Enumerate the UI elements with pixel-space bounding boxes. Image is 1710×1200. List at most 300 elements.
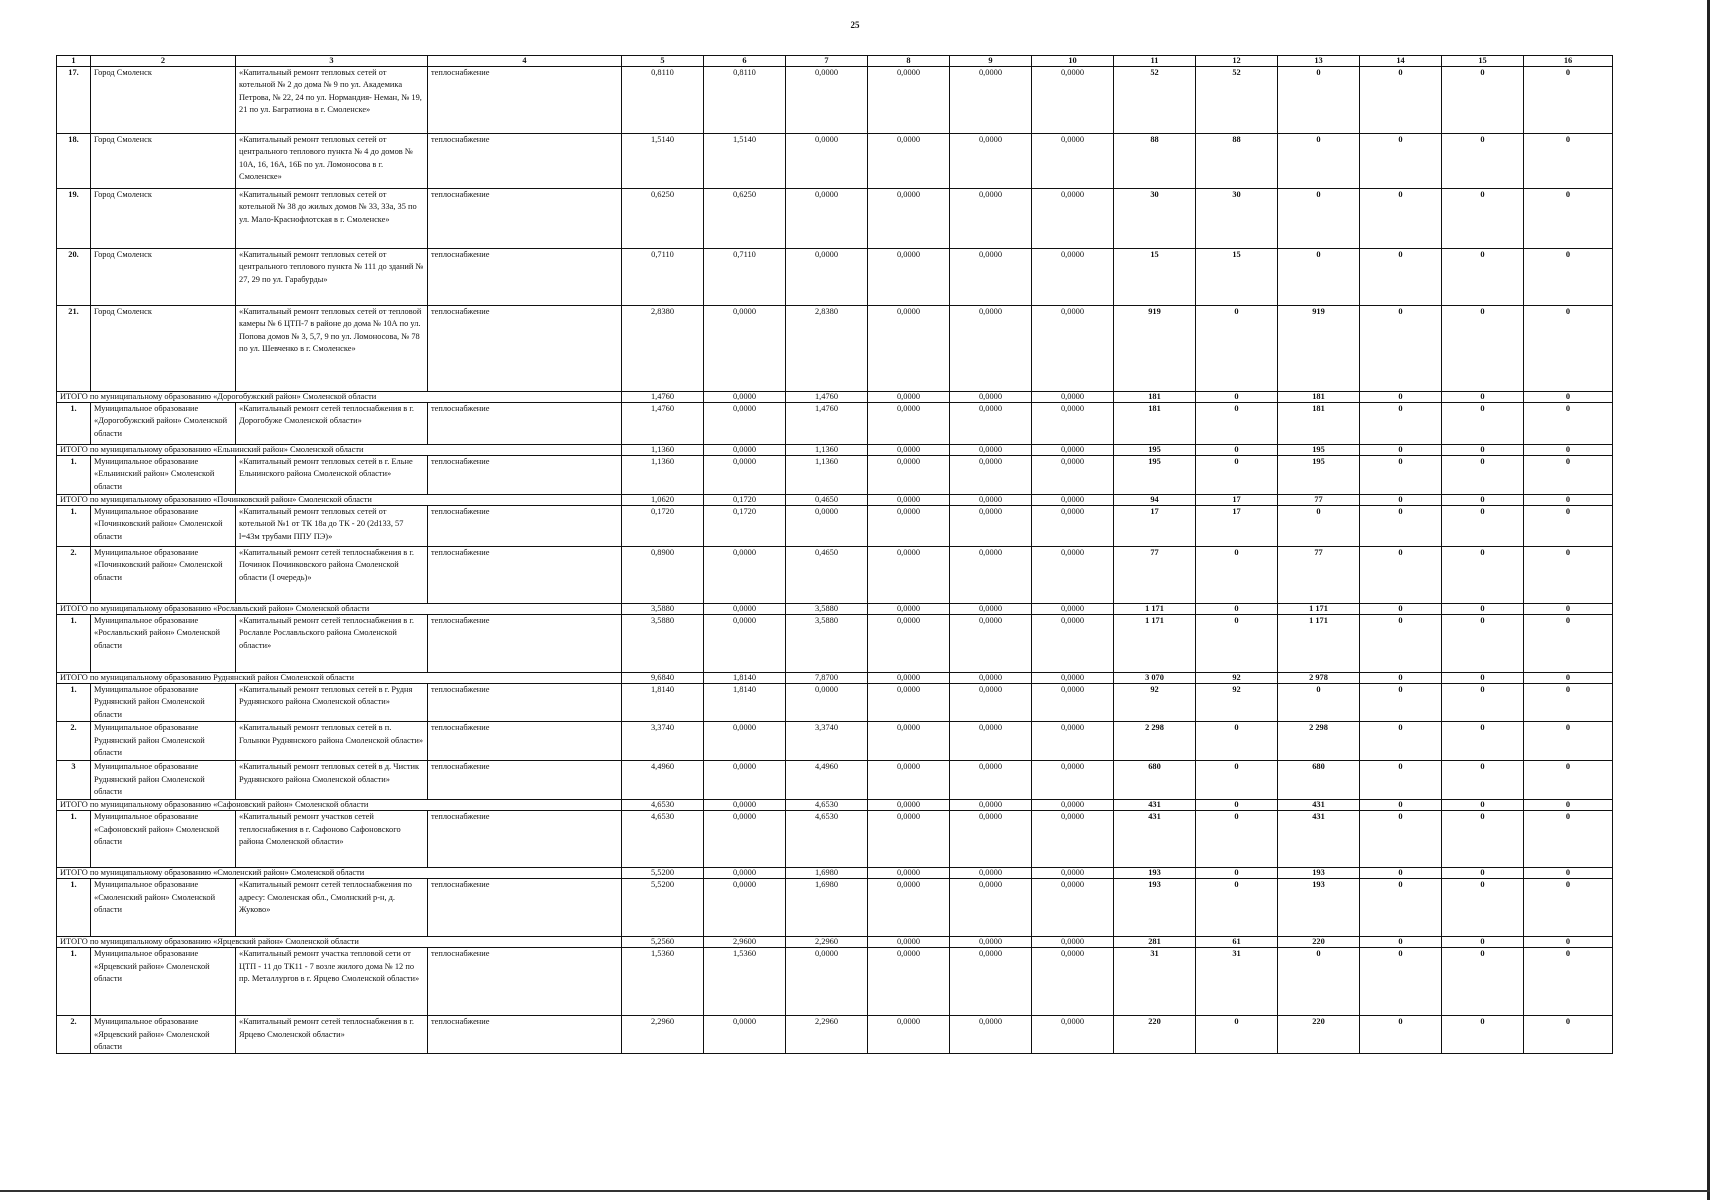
count-cell-c15: 0 [1442, 403, 1524, 445]
value-cell-c9: 0,0000 [950, 937, 1032, 948]
value-cell-c6: 0,0000 [704, 456, 786, 495]
column-number-header: 15 [1442, 56, 1524, 67]
count-cell-c11: 1 171 [1114, 615, 1196, 673]
work-type-cell: теплоснабжение [428, 948, 622, 1016]
count-cell-c14: 0 [1360, 67, 1442, 134]
count-cell-c12: 0 [1196, 392, 1278, 403]
count-cell-c14: 0 [1360, 948, 1442, 1016]
value-cell-c9: 0,0000 [950, 456, 1032, 495]
value-cell-c9: 0,0000 [950, 249, 1032, 306]
municipality-cell: Муниципальное образование «Починковский район» Смоленской области [91, 506, 236, 547]
value-cell-c7: 0,0000 [786, 506, 868, 547]
value-cell-c6: 1,8140 [704, 673, 786, 684]
count-cell-c11: 181 [1114, 403, 1196, 445]
count-cell-c12: 17 [1196, 506, 1278, 547]
value-cell-c8: 0,0000 [868, 506, 950, 547]
capital-repair-table [56, 55, 1612, 1054]
count-cell-c11: 193 [1114, 879, 1196, 937]
value-cell-c5: 1,1360 [622, 456, 704, 495]
row-index: 1. [57, 506, 91, 547]
value-cell-c8: 0,0000 [868, 673, 950, 684]
value-cell-c7: 1,6980 [786, 879, 868, 937]
count-cell-c12: 0 [1196, 445, 1278, 456]
object-name-cell: «Капитальный ремонт тепловых сетей в г. Рудня Руднянского района Смоленской области» [236, 684, 428, 722]
count-cell-c12: 31 [1196, 948, 1278, 1016]
value-cell-c5: 3,3740 [622, 722, 704, 761]
value-cell-c7: 0,0000 [786, 189, 868, 249]
table-row [57, 306, 1613, 392]
value-cell-c7: 7,8700 [786, 673, 868, 684]
count-cell-c16: 0 [1524, 403, 1613, 445]
value-cell-c8: 0,0000 [868, 249, 950, 306]
count-cell-c13: 431 [1278, 811, 1360, 868]
count-cell-c14: 0 [1360, 495, 1442, 506]
table-row [57, 948, 1613, 1016]
value-cell-c9: 0,0000 [950, 445, 1032, 456]
count-cell-c16: 0 [1524, 67, 1613, 134]
value-cell-c5: 1,5140 [622, 134, 704, 189]
table-row [57, 761, 1613, 800]
value-cell-c5: 1,0620 [622, 495, 704, 506]
count-cell-c12: 0 [1196, 879, 1278, 937]
value-cell-c8: 0,0000 [868, 800, 950, 811]
count-cell-c14: 0 [1360, 189, 1442, 249]
count-cell-c12: 17 [1196, 495, 1278, 506]
table-row [57, 134, 1613, 189]
municipality-cell: Муниципальное образование «Ярцевский район» Смоленской области [91, 1016, 236, 1054]
object-name-cell: «Капитальный ремонт сетей теплоснабжения в г. Починок Починковского района Смоленской области (I очередь)» [236, 547, 428, 604]
count-cell-c12: 0 [1196, 604, 1278, 615]
value-cell-c10: 0,0000 [1032, 868, 1114, 879]
table-row [57, 403, 1613, 445]
subtotal-label: ИТОГО по муниципальному образованию «Смоленский район» Смоленской области [57, 868, 622, 879]
row-index: 20. [57, 249, 91, 306]
value-cell-c10: 0,0000 [1032, 456, 1114, 495]
value-cell-c7: 2,8380 [786, 306, 868, 392]
object-name-cell: «Капитальный ремонт тепловых сетей в п. Голынки Руднянского района Смоленской области» [236, 722, 428, 761]
work-type-cell: теплоснабжение [428, 134, 622, 189]
subtotal-row [57, 673, 1613, 684]
column-number-row [57, 56, 1613, 67]
count-cell-c12: 52 [1196, 67, 1278, 134]
value-cell-c10: 0,0000 [1032, 722, 1114, 761]
count-cell-c13: 0 [1278, 67, 1360, 134]
subtotal-label: ИТОГО по муниципальному образованию «Ярцевский район» Смоленской области [57, 937, 622, 948]
value-cell-c10: 0,0000 [1032, 761, 1114, 800]
work-type-cell: теплоснабжение [428, 879, 622, 937]
municipality-cell: Муниципальное образование «Ельнинский район» Смоленской области [91, 456, 236, 495]
value-cell-c5: 5,5200 [622, 868, 704, 879]
object-name-cell: «Капитальный ремонт сетей теплоснабжения в г. Рославле Рославльского района Смоленской области» [236, 615, 428, 673]
count-cell-c14: 0 [1360, 761, 1442, 800]
table-row [57, 547, 1613, 604]
value-cell-c9: 0,0000 [950, 403, 1032, 445]
count-cell-c15: 0 [1442, 134, 1524, 189]
count-cell-c11: 220 [1114, 1016, 1196, 1054]
count-cell-c11: 92 [1114, 684, 1196, 722]
count-cell-c12: 0 [1196, 761, 1278, 800]
value-cell-c10: 0,0000 [1032, 547, 1114, 604]
count-cell-c13: 77 [1278, 495, 1360, 506]
value-cell-c9: 0,0000 [950, 495, 1032, 506]
value-cell-c8: 0,0000 [868, 547, 950, 604]
value-cell-c7: 1,1360 [786, 445, 868, 456]
subtotal-row [57, 445, 1613, 456]
table-row [57, 67, 1613, 134]
work-type-cell: теплоснабжение [428, 761, 622, 800]
subtotal-label: ИТОГО по муниципальному образованию «Починковский район» Смоленской области [57, 495, 622, 506]
value-cell-c7: 0,0000 [786, 249, 868, 306]
value-cell-c10: 0,0000 [1032, 948, 1114, 1016]
value-cell-c5: 1,8140 [622, 684, 704, 722]
object-name-cell: «Капитальный ремонт сетей теплоснабжения в г. Ярцево Смоленской области» [236, 1016, 428, 1054]
object-name-cell: «Капитальный ремонт участков сетей теплоснабжения в г. Сафоново Сафоновского района Смоленской области» [236, 811, 428, 868]
object-name-cell: «Капитальный ремонт тепловых сетей от тепловой камеры № 6 ЦТП-7 в районе до дома № 10А по ул. Попова домов № 3, 5,7, 9 по ул. Ломоносова, № 78 по ул. Шевченко в г. Смоленске» [236, 306, 428, 392]
work-type-cell: теплоснабжение [428, 547, 622, 604]
value-cell-c7: 3,3740 [786, 722, 868, 761]
value-cell-c5: 1,4760 [622, 403, 704, 445]
count-cell-c12: 0 [1196, 800, 1278, 811]
count-cell-c16: 0 [1524, 445, 1613, 456]
table-row [57, 722, 1613, 761]
value-cell-c5: 4,4960 [622, 761, 704, 800]
value-cell-c9: 0,0000 [950, 392, 1032, 403]
value-cell-c8: 0,0000 [868, 604, 950, 615]
count-cell-c14: 0 [1360, 445, 1442, 456]
work-type-cell: теплоснабжение [428, 403, 622, 445]
value-cell-c6: 1,5140 [704, 134, 786, 189]
count-cell-c15: 0 [1442, 392, 1524, 403]
value-cell-c6: 0,0000 [704, 306, 786, 392]
work-type-cell: теплоснабжение [428, 67, 622, 134]
count-cell-c13: 220 [1278, 1016, 1360, 1054]
count-cell-c11: 15 [1114, 249, 1196, 306]
value-cell-c10: 0,0000 [1032, 67, 1114, 134]
count-cell-c15: 0 [1442, 604, 1524, 615]
count-cell-c16: 0 [1524, 948, 1613, 1016]
count-cell-c11: 680 [1114, 761, 1196, 800]
column-number-header: 9 [950, 56, 1032, 67]
count-cell-c12: 92 [1196, 684, 1278, 722]
value-cell-c9: 0,0000 [950, 306, 1032, 392]
count-cell-c14: 0 [1360, 604, 1442, 615]
count-cell-c13: 181 [1278, 403, 1360, 445]
count-cell-c14: 0 [1360, 811, 1442, 868]
count-cell-c11: 3 070 [1114, 673, 1196, 684]
value-cell-c8: 0,0000 [868, 306, 950, 392]
count-cell-c15: 0 [1442, 189, 1524, 249]
municipality-cell: Муниципальное образование «Ярцевский район» Смоленской области [91, 948, 236, 1016]
municipality-cell: Муниципальное образование «Рославльский район» Смоленской области [91, 615, 236, 673]
column-number-header: 1 [57, 56, 91, 67]
count-cell-c12: 15 [1196, 249, 1278, 306]
object-name-cell: «Капитальный ремонт тепловых сетей от котельной № 2 до дома № 9 по ул. Академика Петрова, № 22, 24 по ул. Нормандия- Неман, № 19, 21 по ул. Багратиона в г. Смоленске» [236, 67, 428, 134]
municipality-cell: Город Смоленск [91, 306, 236, 392]
value-cell-c7: 0,4650 [786, 495, 868, 506]
value-cell-c10: 0,0000 [1032, 937, 1114, 948]
count-cell-c14: 0 [1360, 722, 1442, 761]
municipality-cell: Город Смоленск [91, 134, 236, 189]
value-cell-c8: 0,0000 [868, 456, 950, 495]
count-cell-c16: 0 [1524, 547, 1613, 604]
object-name-cell: «Капитальный ремонт тепловых сетей от котельной № 38 до жилых домов № 33, 33а, 35 по ул. Мало-Краснофлотская в г. Смоленске» [236, 189, 428, 249]
count-cell-c16: 0 [1524, 495, 1613, 506]
object-name-cell: «Капитальный ремонт участка тепловой сети от ЦТП - 11 до ТК11 - 7 возле жилого дома № 12 по пр. Металлургов в г. Ярцево Смоленской области» [236, 948, 428, 1016]
work-type-cell: теплоснабжение [428, 684, 622, 722]
work-type-cell: теплоснабжение [428, 615, 622, 673]
count-cell-c12: 61 [1196, 937, 1278, 948]
work-type-cell: теплоснабжение [428, 506, 622, 547]
column-number-header: 12 [1196, 56, 1278, 67]
count-cell-c16: 0 [1524, 506, 1613, 547]
municipality-cell: Муниципальное образование Руднянский район Смоленской области [91, 761, 236, 800]
count-cell-c16: 0 [1524, 392, 1613, 403]
value-cell-c10: 0,0000 [1032, 604, 1114, 615]
value-cell-c8: 0,0000 [868, 722, 950, 761]
column-number-header: 7 [786, 56, 868, 67]
value-cell-c8: 0,0000 [868, 937, 950, 948]
count-cell-c11: 919 [1114, 306, 1196, 392]
municipality-cell: Муниципальное образование «Смоленский район» Смоленской области [91, 879, 236, 937]
subtotal-row [57, 392, 1613, 403]
count-cell-c16: 0 [1524, 684, 1613, 722]
value-cell-c7: 2,2960 [786, 1016, 868, 1054]
value-cell-c7: 1,6980 [786, 868, 868, 879]
value-cell-c8: 0,0000 [868, 495, 950, 506]
count-cell-c13: 220 [1278, 937, 1360, 948]
count-cell-c14: 0 [1360, 403, 1442, 445]
value-cell-c10: 0,0000 [1032, 684, 1114, 722]
count-cell-c15: 0 [1442, 673, 1524, 684]
value-cell-c7: 0,0000 [786, 134, 868, 189]
value-cell-c10: 0,0000 [1032, 800, 1114, 811]
value-cell-c8: 0,0000 [868, 445, 950, 456]
count-cell-c15: 0 [1442, 761, 1524, 800]
row-index: 3 [57, 761, 91, 800]
municipality-cell: Муниципальное образование «Дорогобужский район» Смоленской области [91, 403, 236, 445]
value-cell-c8: 0,0000 [868, 811, 950, 868]
value-cell-c10: 0,0000 [1032, 445, 1114, 456]
count-cell-c11: 31 [1114, 948, 1196, 1016]
value-cell-c10: 0,0000 [1032, 189, 1114, 249]
count-cell-c16: 0 [1524, 722, 1613, 761]
count-cell-c14: 0 [1360, 506, 1442, 547]
count-cell-c13: 2 298 [1278, 722, 1360, 761]
object-name-cell: «Капитальный ремонт сетей теплоснабжения по адресу: Смоленская обл., Смолнский р-н, д. Жуково» [236, 879, 428, 937]
count-cell-c15: 0 [1442, 445, 1524, 456]
count-cell-c14: 0 [1360, 868, 1442, 879]
table-row [57, 249, 1613, 306]
row-index: 17. [57, 67, 91, 134]
value-cell-c9: 0,0000 [950, 811, 1032, 868]
count-cell-c11: 431 [1114, 811, 1196, 868]
value-cell-c10: 0,0000 [1032, 506, 1114, 547]
subtotal-row [57, 604, 1613, 615]
count-cell-c15: 0 [1442, 506, 1524, 547]
work-type-cell: теплоснабжение [428, 811, 622, 868]
count-cell-c13: 195 [1278, 445, 1360, 456]
value-cell-c6: 0,0000 [704, 879, 786, 937]
value-cell-c10: 0,0000 [1032, 495, 1114, 506]
object-name-cell: «Капитальный ремонт сетей теплоснабжения в г. Дорогобуже Смоленской области» [236, 403, 428, 445]
column-number-header: 11 [1114, 56, 1196, 67]
value-cell-c6: 0,0000 [704, 604, 786, 615]
value-cell-c6: 0,6250 [704, 189, 786, 249]
value-cell-c9: 0,0000 [950, 604, 1032, 615]
value-cell-c7: 0,4650 [786, 547, 868, 604]
value-cell-c7: 4,6530 [786, 811, 868, 868]
value-cell-c9: 0,0000 [950, 615, 1032, 673]
count-cell-c11: 281 [1114, 937, 1196, 948]
count-cell-c13: 0 [1278, 189, 1360, 249]
count-cell-c12: 0 [1196, 868, 1278, 879]
row-index: 1. [57, 879, 91, 937]
value-cell-c5: 5,2560 [622, 937, 704, 948]
value-cell-c7: 1,1360 [786, 456, 868, 495]
row-index: 1. [57, 615, 91, 673]
count-cell-c15: 0 [1442, 948, 1524, 1016]
table-body [57, 67, 1613, 1054]
value-cell-c7: 1,4760 [786, 403, 868, 445]
row-index: 1. [57, 403, 91, 445]
value-cell-c8: 0,0000 [868, 134, 950, 189]
work-type-cell: теплоснабжение [428, 1016, 622, 1054]
count-cell-c12: 92 [1196, 673, 1278, 684]
value-cell-c8: 0,0000 [868, 879, 950, 937]
value-cell-c5: 0,8110 [622, 67, 704, 134]
value-cell-c5: 0,1720 [622, 506, 704, 547]
value-cell-c7: 3,5880 [786, 604, 868, 615]
value-cell-c5: 5,5200 [622, 879, 704, 937]
value-cell-c8: 0,0000 [868, 615, 950, 673]
value-cell-c9: 0,0000 [950, 673, 1032, 684]
count-cell-c16: 0 [1524, 879, 1613, 937]
count-cell-c12: 30 [1196, 189, 1278, 249]
value-cell-c9: 0,0000 [950, 134, 1032, 189]
count-cell-c13: 195 [1278, 456, 1360, 495]
count-cell-c13: 0 [1278, 249, 1360, 306]
table-row [57, 615, 1613, 673]
count-cell-c15: 0 [1442, 722, 1524, 761]
subtotal-row [57, 868, 1613, 879]
value-cell-c7: 1,4760 [786, 392, 868, 403]
count-cell-c11: 195 [1114, 456, 1196, 495]
subtotal-label: ИТОГО по муниципальному образованию «Дорогобужский район» Смоленской области [57, 392, 622, 403]
count-cell-c12: 0 [1196, 811, 1278, 868]
value-cell-c9: 0,0000 [950, 1016, 1032, 1054]
value-cell-c8: 0,0000 [868, 67, 950, 134]
row-index: 1. [57, 811, 91, 868]
table-row [57, 684, 1613, 722]
row-index: 21. [57, 306, 91, 392]
value-cell-c8: 0,0000 [868, 684, 950, 722]
value-cell-c7: 3,5880 [786, 615, 868, 673]
value-cell-c5: 2,8380 [622, 306, 704, 392]
value-cell-c6: 1,5360 [704, 948, 786, 1016]
count-cell-c15: 0 [1442, 306, 1524, 392]
value-cell-c6: 0,0000 [704, 403, 786, 445]
value-cell-c10: 0,0000 [1032, 1016, 1114, 1054]
municipality-cell: Город Смоленск [91, 249, 236, 306]
municipality-cell: Муниципальное образование «Сафоновский район» Смоленской области [91, 811, 236, 868]
value-cell-c5: 1,4760 [622, 392, 704, 403]
scan-edge [0, 1190, 1710, 1192]
value-cell-c5: 4,6530 [622, 811, 704, 868]
value-cell-c10: 0,0000 [1032, 615, 1114, 673]
count-cell-c13: 680 [1278, 761, 1360, 800]
value-cell-c10: 0,0000 [1032, 811, 1114, 868]
value-cell-c7: 0,0000 [786, 948, 868, 1016]
count-cell-c16: 0 [1524, 189, 1613, 249]
subtotal-label: ИТОГО по муниципальному образованию «Ельнинский район» Смоленской области [57, 445, 622, 456]
count-cell-c15: 0 [1442, 879, 1524, 937]
count-cell-c13: 0 [1278, 506, 1360, 547]
value-cell-c9: 0,0000 [950, 547, 1032, 604]
value-cell-c5: 1,5360 [622, 948, 704, 1016]
count-cell-c14: 0 [1360, 879, 1442, 937]
count-cell-c16: 0 [1524, 1016, 1613, 1054]
count-cell-c16: 0 [1524, 811, 1613, 868]
value-cell-c8: 0,0000 [868, 403, 950, 445]
municipality-cell: Муниципальное образование «Починковский район» Смоленской области [91, 547, 236, 604]
work-type-cell: теплоснабжение [428, 306, 622, 392]
value-cell-c7: 4,6530 [786, 800, 868, 811]
column-number-header: 13 [1278, 56, 1360, 67]
value-cell-c6: 0,0000 [704, 868, 786, 879]
value-cell-c9: 0,0000 [950, 868, 1032, 879]
value-cell-c9: 0,0000 [950, 722, 1032, 761]
value-cell-c8: 0,0000 [868, 868, 950, 879]
count-cell-c12: 0 [1196, 722, 1278, 761]
count-cell-c11: 181 [1114, 392, 1196, 403]
count-cell-c16: 0 [1524, 937, 1613, 948]
count-cell-c13: 1 171 [1278, 615, 1360, 673]
municipality-cell: Город Смоленск [91, 189, 236, 249]
count-cell-c15: 0 [1442, 67, 1524, 134]
value-cell-c5: 0,8900 [622, 547, 704, 604]
row-index: 1. [57, 456, 91, 495]
value-cell-c9: 0,0000 [950, 948, 1032, 1016]
count-cell-c14: 0 [1360, 456, 1442, 495]
value-cell-c5: 0,6250 [622, 189, 704, 249]
count-cell-c11: 193 [1114, 868, 1196, 879]
column-number-header: 14 [1360, 56, 1442, 67]
count-cell-c13: 2 978 [1278, 673, 1360, 684]
count-cell-c13: 431 [1278, 800, 1360, 811]
table-row [57, 1016, 1613, 1054]
work-type-cell: теплоснабжение [428, 722, 622, 761]
count-cell-c15: 0 [1442, 615, 1524, 673]
value-cell-c6: 0,0000 [704, 445, 786, 456]
count-cell-c15: 0 [1442, 456, 1524, 495]
value-cell-c5: 3,5880 [622, 615, 704, 673]
column-number-header: 3 [236, 56, 428, 67]
object-name-cell: «Капитальный ремонт тепловых сетей от котельной №1 от ТК 18а до ТК - 20 (2d133, 57 l=43м трубами ППУ ПЭ)» [236, 506, 428, 547]
count-cell-c16: 0 [1524, 604, 1613, 615]
row-index: 2. [57, 722, 91, 761]
value-cell-c7: 4,4960 [786, 761, 868, 800]
count-cell-c14: 0 [1360, 306, 1442, 392]
count-cell-c12: 0 [1196, 615, 1278, 673]
row-index: 18. [57, 134, 91, 189]
data-table [56, 55, 1613, 1054]
value-cell-c6: 0,0000 [704, 761, 786, 800]
column-number-header: 8 [868, 56, 950, 67]
table-row [57, 811, 1613, 868]
count-cell-c16: 0 [1524, 306, 1613, 392]
value-cell-c7: 0,0000 [786, 684, 868, 722]
count-cell-c12: 0 [1196, 547, 1278, 604]
